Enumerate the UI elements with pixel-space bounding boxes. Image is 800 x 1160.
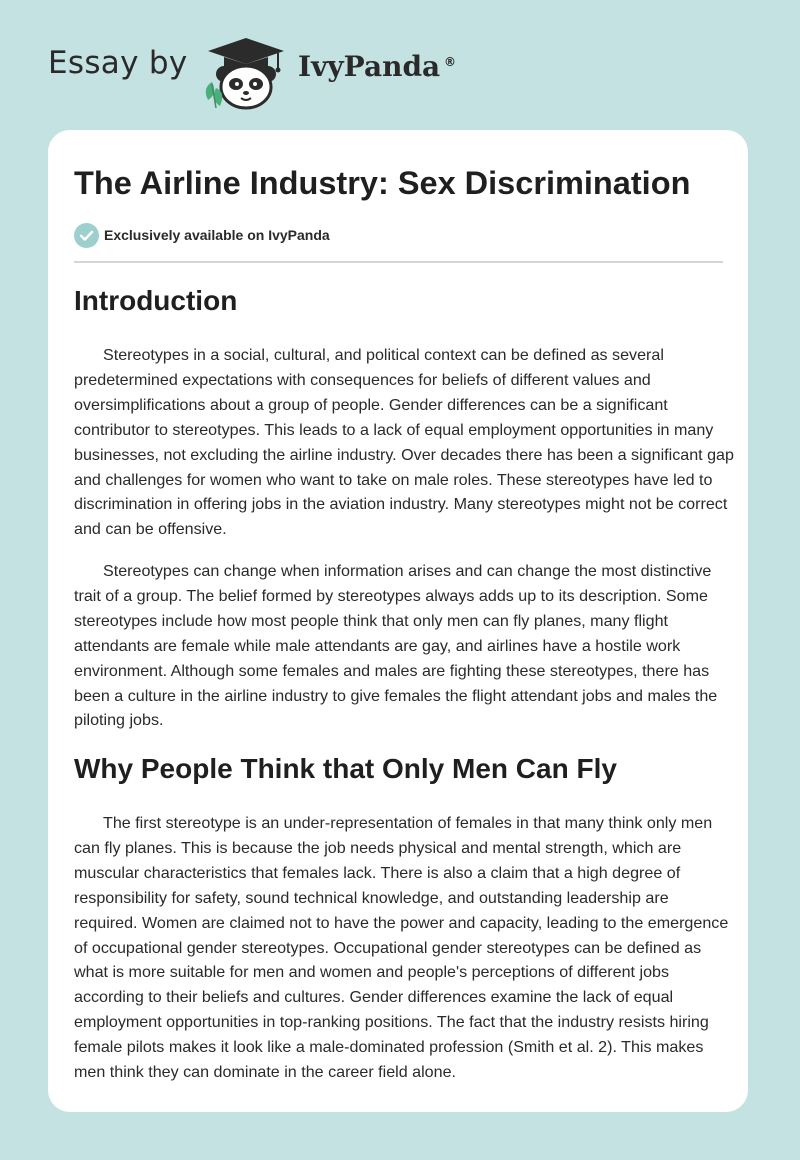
paragraph: The first stereotype is an under-representation of females in that many think only men can fly planes. This is because the job needs physical and mental strength, which are muscular characteristics that females lack. There is also a claim that a high degree of responsibility for safety, sound technical knowledge, and outstanding leadership are required. Women are claimed not to have the power and capacity, leading to the emergence of occupational gender stereotypes. Occupational gender stereotypes can be defined as what is more suitable for men and women and people's perceptions of different jobs according to their beliefs and cultures. Gender differences examine the lack of equal employment opportunities in top-ranking positions. The fact that the industry resists hiring female pilots makes it look like a male-dominated profession (Smith et al. 2). This makes men think they can dominate in the career field alone. xyxy=(74,814,729,1082)
exclusive-badge xyxy=(74,222,330,248)
site-header xyxy=(0,0,800,125)
badge-label: Exclusively available on IvyPanda xyxy=(104,227,330,243)
page-title: The Airline Industry: Sex Discrimination xyxy=(74,165,691,201)
essay-by-label: Essay by xyxy=(48,45,188,81)
registered-mark: ® xyxy=(444,55,456,69)
brand-name[interactable]: IvyPanda xyxy=(298,50,441,83)
panda-logo-icon[interactable] xyxy=(200,36,292,110)
section-heading-introduction: Introduction xyxy=(74,285,238,316)
paragraph: Stereotypes can change when information arises and can change the most distinctive trait of a group. The belief formed by stereotypes always adds up to its description. Some stereotypes include how most people think that only men can fly planes, many flight attendants are female while male attendants are gay, and airlines have a hostile work environment. Although some females and males are fighting these stereotypes, there has been a culture in the airline industry to give females the flight attendant jobs and males the piloting jobs. xyxy=(74,562,718,730)
divider xyxy=(74,261,723,263)
article-card xyxy=(48,130,748,1112)
section-heading-why-only-men-can-fly: Why People Think that Only Men Can Fly xyxy=(74,753,617,784)
paragraph: Stereotypes in a social, cultural, and political context can be defined as several predetermined expectations with consequences for beliefs of different values and oversimplifications about a group of people. Gender differences can be a significant contributor to stereotypes. This leads to a lack of equal employment opportunities in many businesses, not excluding the airline industry. Over decades there has been a significant gap and challenges for women who want to take on male roles. These stereotypes have led to discrimination in offering jobs in the aviation industry. Many stereotypes might not be correct and can be offensive. xyxy=(74,346,734,539)
check-circle-icon xyxy=(74,223,99,248)
